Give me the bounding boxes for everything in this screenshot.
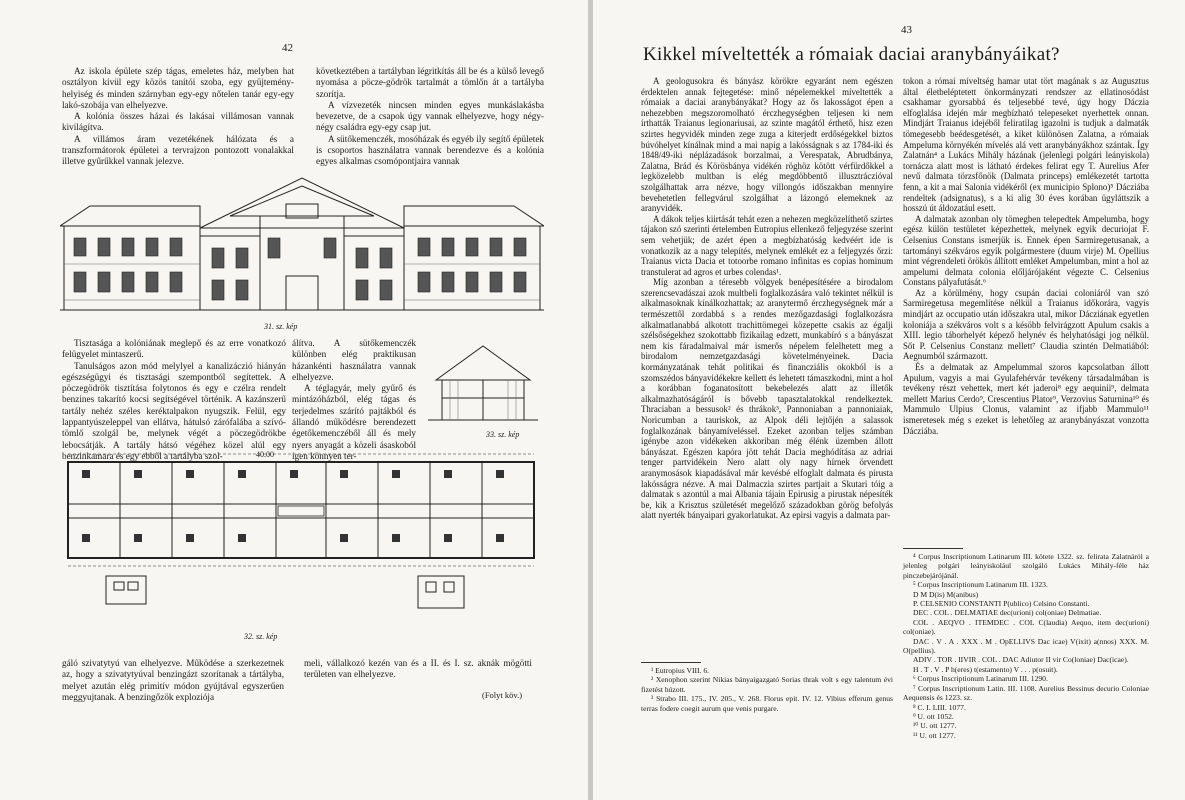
paragraph: ADIV . TOR . IIVIR . COL . DAC Adiutor II vir Co(loniae) Dac(icae). [913,655,1129,665]
left-page [0,0,588,800]
left-col1-bottom-text [62,658,284,703]
paragraph: És a delmatak az Ampelummal szoros kapcsolatban állott Apulum, vagyis a mai Gyulafehérvár tevékeny társadalmában is tevékeny részt vehettek, mert két jaderoi⁸ egy aequinii⁹, delmata mellett Marius Cerdo⁹, Crescentius Plator⁹, Verzovius Saturnina¹⁰ és Mammulo Ulpius Clonus, valamint az ifjabb Mammulo¹¹ ismeretesek még s ezeket is lehetőleg az aranybányászat vonzotta Dácziába. [903,362,1149,436]
right-col2-text [903,76,1149,436]
paragraph: P. CELSENIO CONSTANTI P(ublico) Celsino Constanti. [913,599,1090,609]
paragraph: ⁴ Corpus Inscriptionum Latinarum III. kötete 1322. sz. felirata Zalatnáról a jelenleg polgári leányiskolául szolgáló Lukács Mihály-féle ház pinczebejárójánál. [903,552,1149,580]
page-number-left: 42 [282,42,293,54]
right-col1-footnotes [641,666,893,713]
left-col2-top-text [316,66,544,168]
plan-dimension-label: 40.00 [256,450,274,459]
paragraph: ¹¹ U. ott 1277. [913,730,956,740]
article-title: Kikkel míveltették a rómaiak daciai aranybányáikat? [643,44,1060,65]
right-col2-footnotes [903,552,1149,740]
paragraph: ¹⁰ U. ott 1277. [913,721,957,731]
footnote-divider-right [903,548,963,549]
paragraph: A villámos áram vezetékének hálózata és a transzformátorok épületei a tervrajzon pontozott vonalakkal illetve gyűrűkkel vannak jelezve. [62,133,294,167]
right-page [593,0,1185,800]
paragraph: Tanulságos azon mód melylyel a kanalizáczió hiányán egészségügyi és tisztasági szempontból segítettek. A pöczegödrök tisztítása folytonos és egy e czélra rendelt benzines takarító kocsi segítségével történik. A kazánszerű tartály nehéz széles keréktalpakon nyugszik. Felül, egy lappantyúszeleppel van ellátva, hátulsó zárófalába a szívó-tömlő szolgál be, melynek végét a pöczegödrökbe lebocsátják. A tartály hátsó végéhez közel alúl egy benzinkamara és egy ebből a tartályba szol- [62,360,286,461]
paragraph: ⁵ Corpus Inscriptionum Latinarum III. 1323. [913,580,1048,590]
paragraph: Tisztasága a kolóniának meglepő és az erre vonatkozó felügyelet mintaszerű. [62,338,286,360]
paragraph: álítva. A sütőkemenczék különben elég praktikusan házankénti használatra vannak elhelyezve. [292,338,416,382]
footnote-divider-left [641,662,701,663]
paragraph: A kolónia összes házai és lakásai villámosan vannak kivilágítva. [62,111,294,133]
paragraph: H . T . V . P h(eres) t(estamento) V . . . p(osuit). [913,664,1058,674]
paragraph: ⁹ U. ott 1052. [913,711,954,721]
right-col1-text [641,76,893,521]
house-section-drawing [428,342,538,426]
left-col1-mid-text [62,338,286,462]
paragraph: ¹ Eutropius VIII. 6. [651,666,710,675]
left-col1-top-text [62,66,294,168]
paragraph: DEC . COL . DELMATIAE dec(urioni) col(oniae) Delmatiae. [913,608,1102,618]
paragraph: A vízvezeték nincsen minden egyes munkáslakásba bevezetve, de a csapok úgy vannak elhelyezve, hogy négy-négy családra egy-egy csap jut. [316,99,544,133]
building-facade-drawing [60,176,544,316]
paragraph: ⁸ C. I. LIII. 1077. [913,702,966,712]
paragraph: gáló szivatytyú van elhelyezve. Működése a szerkezetnek az, hogy a szivatytyúval benzingázt szorítanak a tártályba, melyet azután elég primitív módon gyújtával egyszerűen meggyujtanak. A benzingőzök exploziója [62,658,284,702]
floor-plan-drawing [58,446,544,632]
left-col2-bottom-text [304,658,532,681]
paragraph: ³ Strabo III. 175., IV. 205., V. 268. Florus epit. IV. 12. Vibius efferum genus terras fodere coegit aurum que venis purgare. [641,694,893,713]
paragraph: ² Xenophon szerint Nikias bányaigazgató Sorias thrak volt s egy talentum évi fizetést húzott. [641,675,893,694]
figure-31-caption: 31. sz. kép [264,322,298,331]
paragraph: következtében a tartályban légritkítás áll be és a külső levegő nyomása a pöcze-gödrök tartalmát a tömlőn át a tartályba szorítja. [316,66,544,99]
paragraph: A téglagyár, mely gyűrő és mintázóházból, elég tágas és terjedelmes szárító pajtákból és állandó működésre berendezett égetőkemenczéből áll és mely nyers anyagát a közeli ásaskoból igen könnyen ter- [292,383,416,461]
paragraph: meli, vállalkozó kezén van és a II. és I. sz. aknák mögötti területen van elhelyezve. [304,658,532,680]
paragraph: A dákok teljes kiirtását tehát ezen a nehezen megközelíthető szirtes tájakon szó szerinti értelemben Eutropius ellenkező feljegyzése szerint sem vehetjük; de azért épen a megbízhatóság kedvéért ide is vonatkozik az a nagy telepítés, melynek emlékét ez a feljegyzés őrzi: Traianus victa Dacia et totoorbe romano infinitas es copias hominum transtulerat ad agros et urbes colendas¹. [641,213,893,277]
paragraph: Az a körülmény, hogy csupán daciai coloniáról van szó Sarmiregetusa megemlítése nélkül a Traianus időkorára, vagyis mindjárt az occupatio után időszakra utal, mikor Dácziának egyetlen koloniája a székváros volt s a késöbb felvirágzott Apulum csakis a XIII. legio táborhelyét képező helynév és helyhatósági jog nélkül. Sőt P. Celsenius Constanz mellett⁷ Claudia szintén Delmatiából: Aegnumból származott. [903,287,1149,362]
paragraph: A sütőkemenczék, mosóházak és egyéb ily segítő épületek is csoportos használatra vannak berendezve és a kolónia egyes alkalmas csomópontjaira vannak [316,133,544,167]
paragraph: A dalmatak azonban oly tömegben telepedtek Ampelumba, hogy egész külön testületet képezhettek, melynek egyik decuriojat F. Celsenius Constans ismerjük is. Ennek épen Sarmiregetusanak, a tartományi székváros egyik polgármestere (duum virje) M. Opellius mint végrendeleti örökös állított emléket Ampelumban, mint a hol az ampelumi delmata colonia előljárójaként végezte C. Celsenius Constans pályafutását.⁶ [903,213,1149,288]
paragraph: D M D(is) M(anibus) [913,589,979,599]
paragraph: ⁶ Corpus Inscriptionum Latinarum III. 1290. [913,674,1048,684]
continued-note: (Folyt köv.) [482,690,523,700]
paragraph: A geologusokra és bányász körökre egyaránt nem egészen érdektelen annak fejtegetése: minő népelemekkel míveltették a rómaiak a daciai aranybányákat? Hogy az ős lakosságot épen a nehezebben megszoromolható érczhegységben teljesen ki nem írthatták Traianus legionariusai, az szinte magától érthető, hisz ezen szirtes hegyvidék minden zege zuga a kiterjedt erdőségekkel biztos búvóhelyet kínálnak mind a mai napig a lakósságnak s az 1784-iki és 1848/49-iki néplázadások borzalmai, a Verespatak, Abrudbánya, Zalatna, Brád és Körösbánya vidékén röghöz kötött vérfürdőkkel a legközelebb multban is elég megdöbbentő illusztráczióval szolgálhattak arra nézve, hogy villongós időszakban mennyire bevehetetlen fellegvárul szolgálhat a lázongó elemeknek az aranyvidék. [641,76,893,214]
paragraph: tokon a római míveltség hamar utat tört magának s az Augusztus által életbeléptetett önkormányzati rendszer az ellatinosódást csakhamar gyorsabbá és teljesebbé tevé, úgy hogy Dáczia elfoglalása idején már megbízható telepeseket nyerhettek onnan. Mindjárt Traianus idejéből feliratilag igazolni is tudjuk a dalmaták tömegesebb beédesgetését, a kiket különösen Zalatna, a rómaiak Ampeluma környékén mívelés alá vett aranybányákhoz szántak. Így Zalatnán⁴ a Lukács Mihály házának (jelenlegi polgári leányiskola) tornáczа alatt most is látható érdekes felirat egy T. Aurelius Afer nevű dalmata törzsfőnök (Dalmata princeps) emlékezetét tartotta fenn, a kit a mai Salonia vidékéről (ex municipio Splono)⁵ Dácziába rendeltek (adsignatus), s a ki alig 30 éves korában ügyláttszik a hosszú út áldozatául esett. [903,76,1149,214]
paragraph: COL . AEQVO . ITEMDEC . COL C(laudia) Aequo, item dec(urioni) col(oniae). [903,617,1149,637]
paragraph: Míg azonban a téresebb völgyek benépesítésére a birodalom szerencsevadászai azok multbeli foglalkozására való tekintet nélkül is alkalmasoknak kínálkozhattak; az aranytermő érczhegységnek már a természettől zordabbá s a rendes mezőgazdasági foglalkozásra alkalmatlanabbá alkotott trachittömegei közepette csakis az égalji szélsőségekhez szokottabb fizikailag edzett, munkabíró s a bányászat nem kis fáradalmaival már ismerős népelem felelhetett meg a birodalom nemzetgazdasági követelményeinek. Dacia kormányzatának tehát politikai és financziális okokból is a szomszédos bányavidékekre kellett és lehetett támaszkodni, mint a hol a korábban foganatosított bekebelezés alatt az illetők alkalmazhatóságáról is bővebb tapasztalatokkal rendelkeztek. Thraciaban a bessusok² és thrákok³, Pannoniaban a pannoniaiak, Noricumban a tauriskok, az Alpok déli lejtőjén a salassok foglalkozának bányamíveléssel. Ezeket azonban teljes számban igénybe azon vidékeken akkoriban még élénk üzemben állott bányászat. Egészen kapóra jött tehát Dacia meghódítása az adriai tenger partvidékein Nero alatt oly nagy hírnek örvendett aranymosások kiapadásával már kevésbé elfoglalt dalmata és pirusta lakósságra nézve. A mai Dalmaczia szirtes partjait a Skutari tóig a dalmatak s azontúl a mai Albania tájain Epirusig a pirustak népesíték be, kik a Krisztus születését megelőző századokban görög befolyás alatt nyerték bányaipari gyakorlatukat. Az epirsi vagyis a dalmata par- [641,277,893,521]
paragraph: DAC . V . A . XXX . M . OpELLIVS Dac icae) V(ixit) a(nnos) XXX. M. O(pellius). [903,636,1149,656]
figure-33-caption: 33. sz. kép [486,430,520,439]
left-col2-mid-text [292,338,416,462]
page-number-right: 43 [901,24,912,36]
paragraph: ⁷ Corpus Inscriptionum Latin. III. 1108. Aurelius Bessinus decurio Coloniae Aequensis és 1223. sz. [903,683,1149,703]
figure-32-caption: 32. sz. kép [244,632,278,641]
paragraph: Az iskola épülete szép tágas, emeletes ház, melyben hat osztályon kívül egy közös tanítói szoba, egy gyüjtemény-helyiség és minden szárnyban egy-egy nőtelen tanár egy-egy lakó-szobája van elhelyezve. [62,66,294,110]
